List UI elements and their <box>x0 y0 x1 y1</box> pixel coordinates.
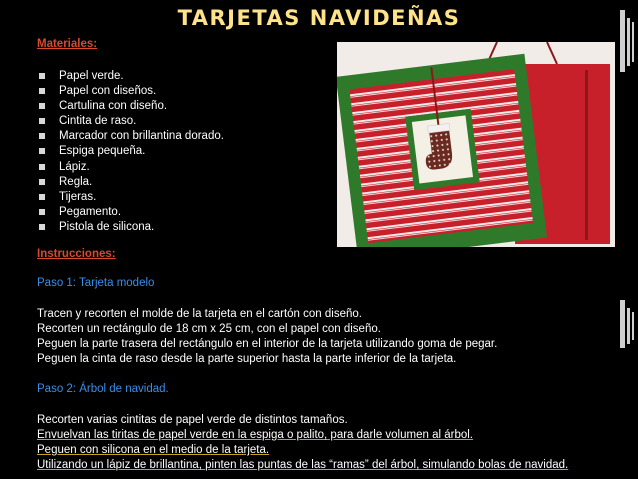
square-bullet-icon <box>39 224 45 230</box>
side-decoration <box>618 0 638 479</box>
list-item-text: Regla. <box>59 175 93 188</box>
list-item <box>37 84 224 99</box>
list-item-text: Papel con diseños. <box>59 85 157 98</box>
list-item <box>37 220 224 235</box>
list-item-text: Marcador con brillantina dorado. <box>59 130 224 143</box>
list-item-text: Cartulina con diseño. <box>59 100 168 113</box>
instructions-heading: Instrucciones: <box>37 248 116 260</box>
square-bullet-icon <box>39 179 45 185</box>
list-item-text: Pistola de silicona. <box>59 220 155 233</box>
list-item-text: Cintita de raso. <box>59 115 137 128</box>
square-bullet-icon <box>39 73 45 79</box>
christmas-card-photo <box>337 42 615 247</box>
step-2-title: Paso 2: Árbol de navidad. <box>37 383 169 395</box>
square-bullet-icon <box>39 118 45 124</box>
square-bullet-icon <box>39 164 45 170</box>
list-item <box>37 205 224 220</box>
square-bullet-icon <box>39 88 45 94</box>
list-item-text: Espiga pequeña. <box>59 145 146 158</box>
list-item <box>37 160 224 175</box>
square-bullet-icon <box>39 209 45 215</box>
list-item <box>37 69 224 84</box>
materials-heading: Materiales: <box>37 38 98 50</box>
instruction-line: Utilizando un lápiz de brillantina, pinten las puntas de las “ramas” del árbol, simulando bolas de navidad. <box>37 459 569 471</box>
list-item <box>37 144 224 159</box>
materials-list <box>37 69 224 235</box>
list-item <box>37 114 224 129</box>
square-bullet-icon <box>39 148 45 154</box>
instruction-line: Peguen la parte trasera del rectángulo en el interior de la tarjeta utilizando goma de pegar. <box>37 338 498 350</box>
list-item-text: Lápiz. <box>59 160 90 173</box>
instruction-line: Recorten varias cintitas de papel verde de distintos tamaños. <box>37 414 348 426</box>
square-bullet-icon <box>39 103 45 109</box>
list-item <box>37 190 224 205</box>
instruction-line: Tracen y recorten el molde de la tarjeta en el cartón con diseño. <box>37 308 362 320</box>
square-bullet-icon <box>39 133 45 139</box>
square-bullet-icon <box>39 194 45 200</box>
list-item-text: Pegamento. <box>59 205 122 218</box>
list-item-text: Tijeras. <box>59 190 97 203</box>
list-item-text: Papel verde. <box>59 70 124 82</box>
step-1-title: Paso 1: Tarjeta modelo <box>37 277 155 289</box>
instruction-line: Envuelvan las tiritas de papel verde en la espiga o palito, para darle volumen al árbol. <box>37 429 473 441</box>
list-item <box>37 129 224 144</box>
instruction-line: Peguen la cinta de raso desde la parte superior hasta la parte inferior de la tarjeta. <box>37 353 457 365</box>
list-item <box>37 175 224 190</box>
list-item <box>37 99 224 114</box>
instruction-line: Peguen con silicona en el medio de la tarjeta. <box>37 444 270 456</box>
slide-title: TARJETAS NAVIDEÑAS <box>177 6 461 30</box>
step-2-instructions <box>37 413 568 473</box>
instruction-line: Recorten un rectángulo de 18 cm x 25 cm, con el papel con diseño. <box>37 323 381 335</box>
step-1-instructions <box>37 307 497 367</box>
